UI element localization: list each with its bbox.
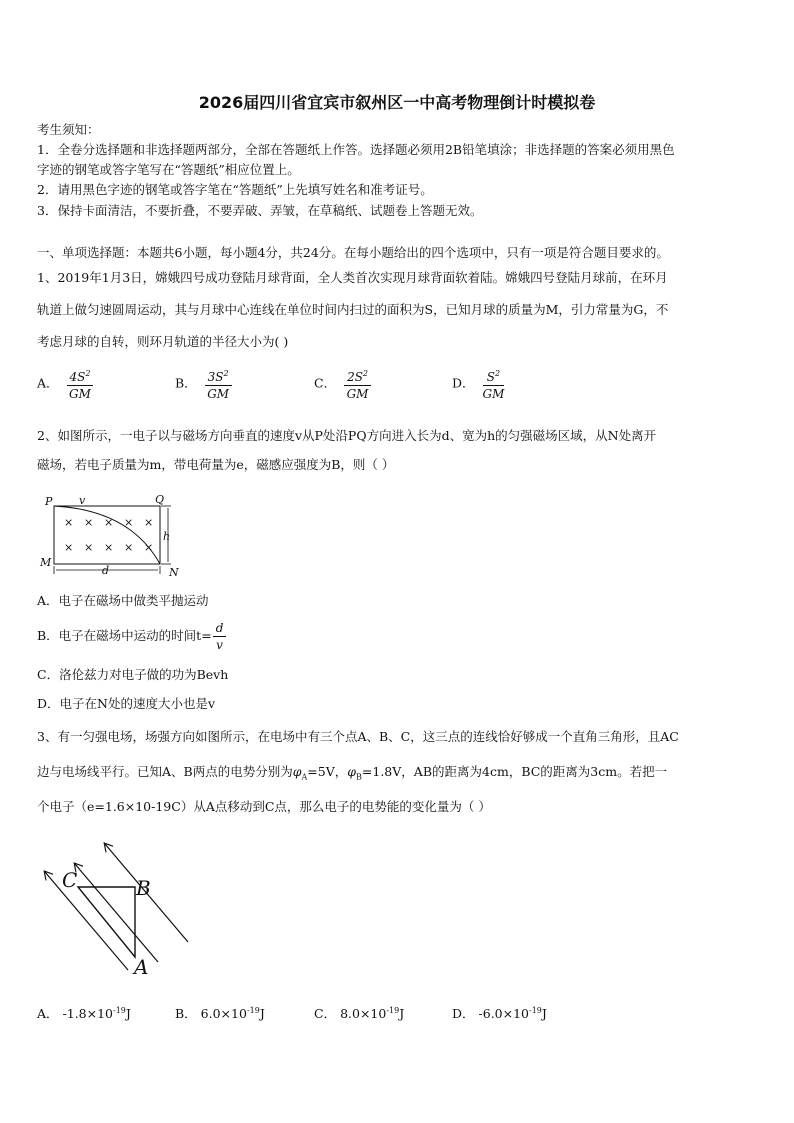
q3-line-2: 边与电场线平行。已知A、B两点的电势分别为$\varphi_A=5V$，$\varphi_B=1.8V$，AB的距离为4cm，BC的距离为3cm。若把一 [37,764,668,782]
label-q: Q [155,493,165,506]
svg-text:×: × [124,541,134,554]
q2-line-1: 2、如图所示，一电子以与磁场方向垂直的速度v从P处沿PQ方向进入长为d、宽为h的匀强磁场区域，从N处离开 [37,428,657,443]
field-region [54,506,160,564]
cross-marks [64,516,153,554]
label-n: N [169,566,179,579]
label-a: A [134,955,149,979]
q1-line-1: 1、2019年1月3日，嫦娥四号成功登陆月球背面，全人类首次实现月球背面软着陆。嫦娥四号登陆月球前，在环月 [37,270,668,285]
q1-option-d[interactable]: D． $\frac{S^2}{GM}$ [452,366,504,402]
q1-option-d-fraction: $\frac{S^2}{GM}$ [483,366,505,402]
q1-option-a-fraction: $\frac{4S^2}{GM}$ [67,366,94,402]
page-title: 2026届四川省宜宾市叙州区一中高考物理倒计时模拟卷 [198,93,596,112]
q2-option-b[interactable]: B．电子在磁场中运动的时间t= $\frac{d}{v}$ [37,620,226,653]
svg-text:×: × [104,516,114,529]
q3-electric-field-figure [38,830,198,980]
q3-option-d[interactable]: D． $-6.0\times 10^{-19}J$ [452,1005,547,1021]
q1-line-3: 考虑月球的自转，则环月轨道的半径大小为( ) [37,334,289,349]
q2-option-d[interactable]: D．电子在N处的速度大小也是v [37,696,216,711]
triangle-abc [78,887,135,957]
q3-option-a[interactable]: A． $-1.8\times 10^{-19}J$ [37,1005,131,1021]
q3-option-b[interactable]: B． $6.0\times 10^{-19}J$ [175,1005,265,1021]
svg-text:×: × [84,516,94,529]
q3-option-c[interactable]: C． $8.0\times 10^{-19}J$ [314,1005,405,1021]
label-m: M [40,556,52,569]
notice-item-3: 3．保持卡面清洁，不要折叠，不要弄破、弄皱，在草稿纸、试题卷上答题无效。 [37,203,483,218]
svg-text:×: × [64,516,74,529]
svg-text:×: × [144,516,154,529]
q3-line-1: 3、有一匀强电场，场强方向如图所示，在电场中有三个点A、B、C，这三点的连线恰好够成一个直角三角形，且AC [37,729,679,744]
label-h: h [163,530,171,543]
svg-text:×: × [144,541,154,554]
q1-option-c-fraction: $\frac{2S^2}{GM}$ [344,366,371,402]
q2-option-c[interactable]: C．洛伦兹力对电子做的功为Bevh [37,667,229,682]
notice-item-1b: 字迹的钢笔或答字笔写在“答题纸”相应位置上。 [37,162,300,177]
notice-heading: 考生须知： [37,122,100,137]
svg-text:×: × [84,541,94,554]
q3-line-3: 个电子（e=1.6×10-19C）从A点移动到C点，那么电子的电势能的变化量为（ ） [37,799,491,814]
label-v: v [79,494,86,507]
svg-text:×: × [104,541,114,554]
label-p: P [45,495,53,508]
q2-line-2: 磁场，若电子质量为m，带电荷量为e，磁感应强度为B，则（ ） [37,457,395,472]
q2-option-b-fraction: $\frac{d}{v}$ [213,620,227,653]
electron-trajectory [54,506,160,564]
notice-item-1a: 1．全卷分选择题和非选择题两部分，全部在答题纸上作答。选择题必须用2B铅笔填涂；非选择题的答案必须用黑色 [37,142,675,157]
q1-option-a[interactable]: A． $\frac{4S^2}{GM}$ [37,366,93,402]
notice-item-2: 2．请用黑色字迹的钢笔或答字笔在“答题纸”上先填写姓名和准考证号。 [37,182,433,197]
label-b: B [136,876,151,900]
q1-line-2: 轨道上做匀速圆周运动，其与月球中心连线在单位时间内扫过的面积为S，已知月球的质量为M，引力常量为G，不 [37,302,669,317]
section-1-heading: 一、单项选择题：本题共6小题，每小题4分，共24分。在每小题给出的四个选项中，只有一项是符合题目要求的。 [37,245,669,260]
q1-option-b[interactable]: B． $\frac{3S^2}{GM}$ [175,366,232,402]
label-c: C [62,868,78,892]
q2-magnetic-field-figure [35,490,195,580]
q2-option-a[interactable]: A．电子在磁场中做类平抛运动 [37,593,209,608]
svg-text:×: × [64,541,74,554]
q1-option-b-fraction: $\frac{3S^2}{GM}$ [205,366,232,402]
svg-text:×: × [124,516,134,529]
label-d: d [102,564,110,577]
q1-option-c[interactable]: C． $\frac{2S^2}{GM}$ [314,366,371,402]
